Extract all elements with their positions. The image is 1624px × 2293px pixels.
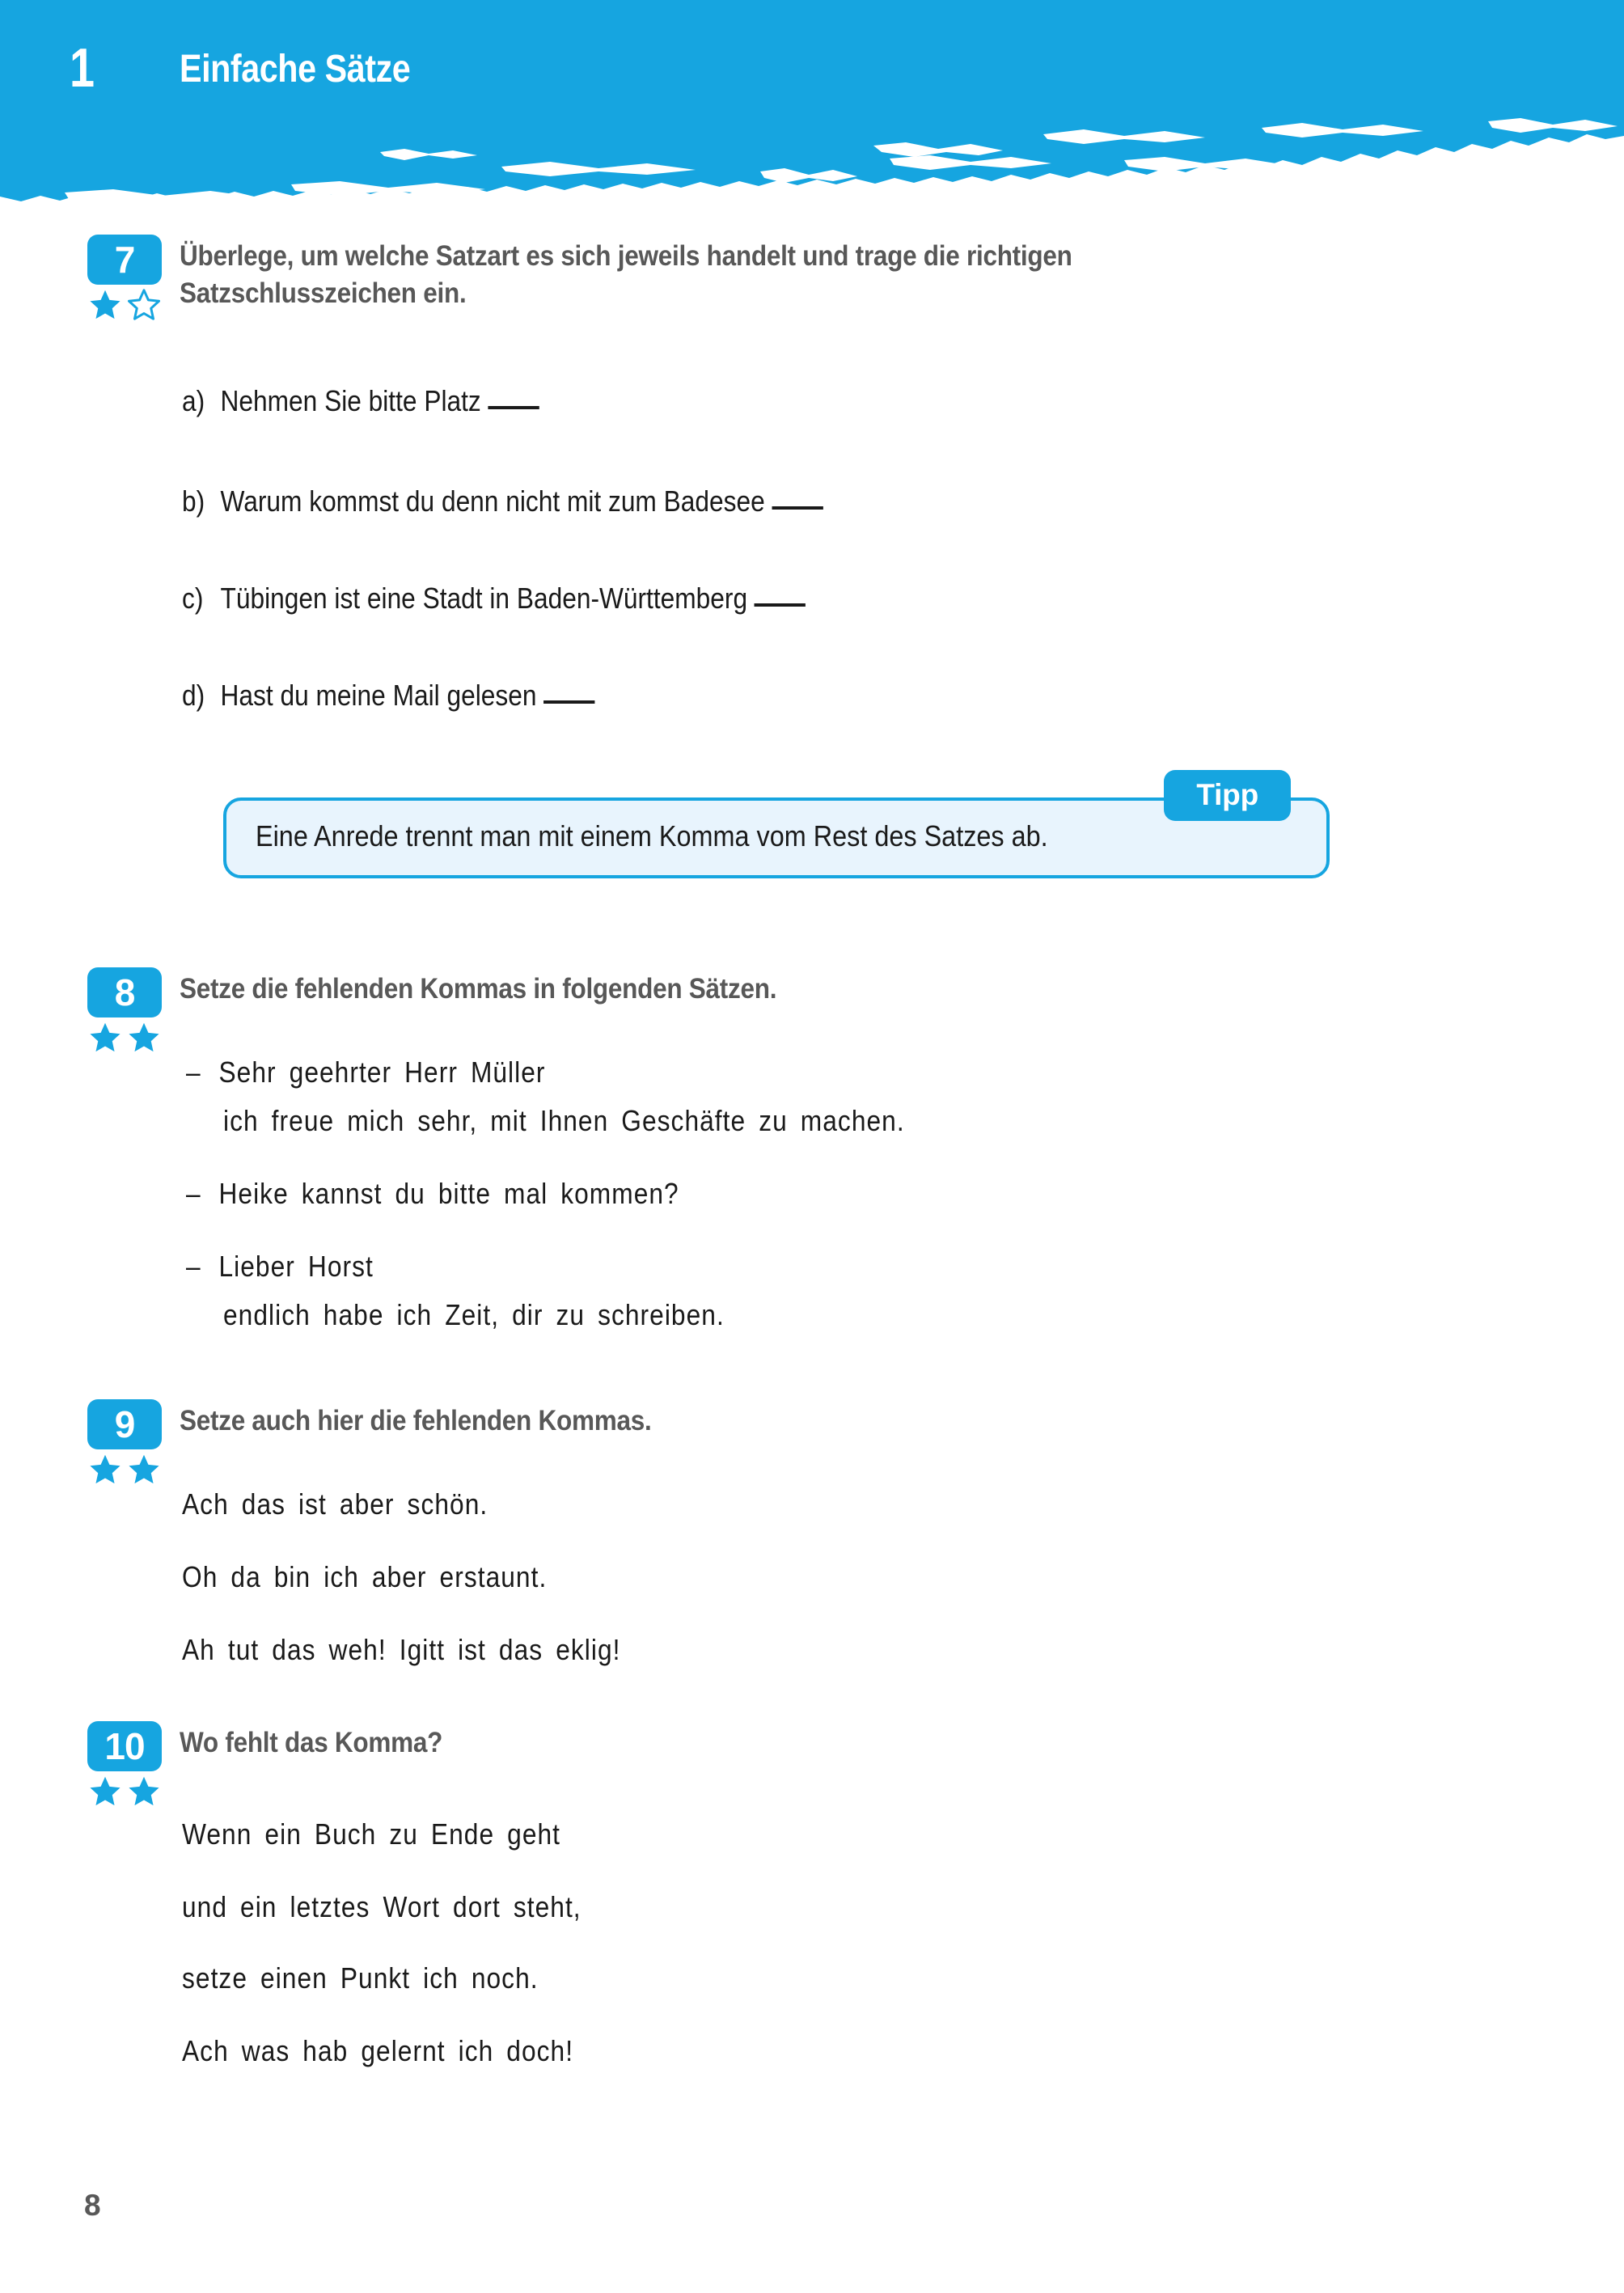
exercise-7-marker <box>87 235 162 322</box>
exercise-10-line-1 <box>182 1817 561 1851</box>
exercise-8-item-1-cont-text: ich freue mich sehr, mit Ihnen Geschäfte zu machen. <box>223 1104 905 1137</box>
exercise-9-marker <box>87 1399 162 1487</box>
exercise-10-line-4 <box>182 2034 574 2067</box>
tip-text: Eine Anrede trennt man mit einem Komma vom Rest des Satzes ab. <box>256 819 1048 852</box>
bullet-dash: – <box>186 1056 201 1089</box>
exercise-8-number-badge: 8 <box>87 967 162 1017</box>
chapter-number: 1 <box>70 37 95 99</box>
exercise-7-heading-line-2: Satzschlusszeichen ein. <box>180 277 467 309</box>
exercise-7-difficulty-stars <box>87 288 162 322</box>
exercise-10-number-badge: 10 <box>87 1721 162 1771</box>
exercise-8-item-2 <box>186 1179 679 1208</box>
answer-blank-b[interactable] <box>772 489 823 510</box>
exercise-9-heading: Setze auch hier die fehlenden Kommas. <box>180 1405 652 1436</box>
exercise-10-line-2 <box>182 1890 582 1923</box>
exercise-8-item-1-text: Sehr geehrter Herr Müller <box>218 1056 546 1089</box>
exercise-7-heading-line-1: Überlege, um welche Satzart es sich jeweils handelt und trage die richtigen <box>180 240 1072 272</box>
exercise-7-item-a <box>182 384 539 417</box>
exercise-10-line-2-text: und ein letztes Wort dort steht, <box>182 1890 582 1923</box>
tip-box <box>223 770 1330 878</box>
exercise-9-line-1 <box>182 1487 488 1521</box>
exercise-7-item-b <box>182 484 823 518</box>
exercise-8-difficulty-stars <box>87 1021 162 1055</box>
answer-blank-c[interactable] <box>755 586 806 607</box>
exercise-8-marker <box>87 967 162 1055</box>
answer-blank-a[interactable] <box>488 388 539 409</box>
page-title: Einfache Sätze <box>180 48 411 91</box>
exercise-8-item-3-cont-text: endlich habe ich Zeit, dir zu schreiben. <box>223 1298 725 1331</box>
bullet-dash: – <box>186 1250 201 1283</box>
item-label-b: b) <box>182 484 205 518</box>
item-text-b: Warum kommst du denn nicht mit zum Badesee <box>220 484 765 518</box>
exercise-9-line-3-text: Ah tut das weh! Igitt ist das eklig! <box>182 1633 621 1666</box>
exercise-7-item-d <box>182 681 595 710</box>
exercise-10-marker <box>87 1721 162 1809</box>
item-text-c: Tübingen ist eine Stadt in Baden-Württemberg <box>220 582 748 615</box>
item-text-a: Nehmen Sie bitte Platz <box>220 384 481 417</box>
star-filled-icon <box>87 288 123 322</box>
exercise-9-line-2 <box>182 1560 548 1593</box>
tip-label-tab: Tipp <box>1164 770 1291 821</box>
exercise-9-number-badge: 9 <box>87 1399 162 1449</box>
exercise-10-heading: Wo fehlt das Komma? <box>180 1727 443 1758</box>
answer-blank-d[interactable] <box>543 683 594 704</box>
exercise-9-difficulty-stars <box>87 1453 162 1487</box>
star-filled-icon <box>126 1775 162 1809</box>
page-header <box>0 0 1624 214</box>
star-filled-icon <box>126 1021 162 1055</box>
star-outline-icon <box>126 288 162 322</box>
exercise-10-line-1-text: Wenn ein Buch zu Ende geht <box>182 1817 561 1851</box>
exercise-8-item-3-text: Lieber Horst <box>218 1250 374 1283</box>
exercise-9-line-2-text: Oh da bin ich aber erstaunt. <box>182 1560 548 1593</box>
exercise-8-item-2-text: Heike kannst du bitte mal kommen? <box>218 1177 679 1210</box>
exercise-8-item-1 <box>186 1058 546 1087</box>
exercise-8-heading: Setze die fehlenden Kommas in folgenden Sätzen. <box>180 973 777 1005</box>
exercise-10-line-4-text: Ach was hab gelernt ich doch! <box>182 2034 574 2067</box>
exercise-10-difficulty-stars <box>87 1775 162 1809</box>
bullet-dash: – <box>186 1177 201 1210</box>
header-banner-brush <box>0 0 1624 214</box>
item-label-a: a) <box>182 384 205 417</box>
exercise-7-heading <box>180 238 1271 311</box>
item-label-c: c) <box>182 582 204 615</box>
exercise-7-item-c <box>182 584 806 613</box>
exercise-8-item-1-cont <box>223 1106 905 1136</box>
item-text-d: Hast du meine Mail gelesen <box>220 679 537 712</box>
star-filled-icon <box>126 1453 162 1487</box>
item-label-d: d) <box>182 679 205 712</box>
exercise-8-item-3-cont <box>223 1298 725 1331</box>
exercise-10-line-3 <box>182 1961 539 1995</box>
exercise-8-item-3 <box>186 1252 374 1281</box>
exercise-9-line-1-text: Ach das ist aber schön. <box>182 1487 488 1521</box>
exercise-7-number-badge: 7 <box>87 235 162 285</box>
page-number: 8 <box>84 2189 101 2222</box>
star-filled-icon <box>87 1453 123 1487</box>
exercise-9-line-3 <box>182 1635 620 1665</box>
exercise-10-line-3-text: setze einen Punkt ich noch. <box>182 1961 539 1995</box>
star-filled-icon <box>87 1021 123 1055</box>
star-filled-icon <box>87 1775 123 1809</box>
